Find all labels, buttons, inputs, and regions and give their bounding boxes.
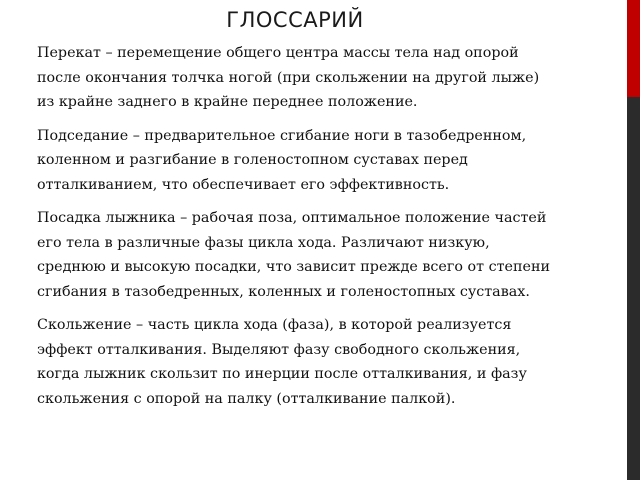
slide-title: ГЛОССАРИЙ <box>226 8 364 32</box>
glossary-entry-posadka: Посадка лыжника – рабочая поза, оптимальное положение частей его тела в различные фазы цикла хода. Различают низкую, среднюю и высокую посадки, что зависит прежде всего от степени сгибания в тазобедренных, коленных и голеностопных суставах. <box>37 210 551 300</box>
glossary-entry-podsedanie: Подседание – предварительное сгибание ноги в тазобедренном, коленном и разгибание в голеностопном суставах перед отталкиванием, что обеспечивает его эффективность. <box>37 127 527 193</box>
glossary-entry-skolzhenie: Скольжение – часть цикла хода (фаза), в которой реализуется эффект отталкивания. Выделяют фазу свободного скольжения, когда лыжник скользит по инерции после отталкивания, и фазу скольжения с опорой на палку (отталкивание палкой). <box>37 317 527 407</box>
glossary-entry-perekat: Перекат – перемещение общего центра массы тела над опорой после окончания толчка ногой (при скольжении на другой лыже) из крайне заднего в крайне переднее положение. <box>37 45 540 110</box>
glossary-content <box>37 41 559 420</box>
right-edge-accent <box>627 0 640 97</box>
